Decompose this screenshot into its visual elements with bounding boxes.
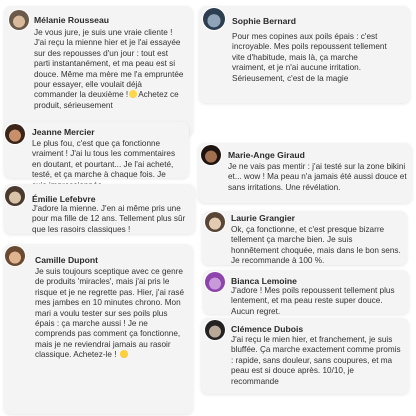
review-text: Le plus fou, c'est que ça fonctionne vraiment ! J'ai lu tous les commentaires en doutant, et pourtant... Je l'ai acheté, testé, et ça marche à chaque fois. Je — [32, 139, 176, 180]
reviewer-name: Émilie Lefebvre — [32, 194, 96, 204]
grinning-squinting-face-icon — [120, 350, 128, 358]
review-text: J'ai reçu le mien hier, et franchement, je suis bluffée. Ça marche exactement comme promis : rapide, sans douleur, sans coupures, et ma peau est si douce après. 10/10, je recommande — [231, 335, 401, 386]
review-text: Pour mes copines aux poils épais : c'est incroyable. Mes poils repoussent tellement vite d'habitude, mais là, ça marche vraiment, et je n'ai aucune irritation. Sérieusement, c'est de la magie — [232, 32, 387, 83]
grinning-face-with-sweat-icon — [129, 90, 137, 98]
avatar — [9, 10, 29, 30]
avatar — [5, 124, 25, 144]
review-text: Ok, ça fonctionne, et c'est presque bizarre tellement ça marche bien. Je suis honnêtement choquée, mais dans le bon sens. Je recommande à 100 %. — [231, 225, 401, 266]
avatar — [5, 186, 25, 206]
review-text: Je vous jure, je suis une vraie cliente ! J'ai reçu la mienne hier et je l'ai essayée sur des repousses d'un jour : tout est parti instantanément, et ma peau est si douce. Même ma mère me l'a empruntée pour essayer, elle voulait déjà commander la deuxième ! Achetez ce produit, sérieusement — [34, 28, 184, 110]
reviewer-name: Clémence Dubois — [231, 324, 304, 334]
avatar — [201, 145, 221, 165]
avatar — [5, 246, 25, 266]
avatar — [203, 8, 225, 30]
review-text: J'adore la mienne. J'en ai même pris une pour ma fille de 12 ans. Tellement plus sûr que les rasoirs classiques ! — [32, 204, 186, 234]
reviewer-name: Camille Dupont — [35, 255, 99, 265]
reviewer-name: Mélanie Rousseau — [34, 15, 109, 25]
reviewer-name: Sophie Bernard — [232, 16, 296, 26]
review-text: J'adore ! Mes poils repoussent tellement plus lentement, et ma peau reste super douce. Aucun regret. — [231, 286, 395, 316]
avatar — [205, 212, 225, 232]
reviewer-name: Laurie Grangier — [231, 213, 295, 223]
avatar — [205, 272, 225, 292]
review-text: Je suis toujours sceptique avec ce genre de produits 'miracles', mais j'ai pris le risque et je ne regrette pas. Hier, j'ai rasé mes jambes en 10 minutes chrono. Mon mari a voulu tester sur ses poils plus épais : ça marche aussi ! Je ne comprends pas comment ça fonctionne, mais je ne reviendrai jamais au rasoir classique. Achetez-le ! — [35, 267, 185, 360]
avatar — [205, 320, 225, 340]
reviewer-name: Bianca Lemoine — [231, 276, 297, 286]
reviewer-name: Jeanne Mercier — [32, 127, 95, 137]
reviewer-name: Marie-Ange Giraud — [228, 150, 305, 160]
review-text: Je ne vais pas mentir : j'ai testé sur la zone bikini et... wow ! Ma peau n'a jamais été aussi douce et sans irritations. Une révélation. — [228, 162, 407, 192]
